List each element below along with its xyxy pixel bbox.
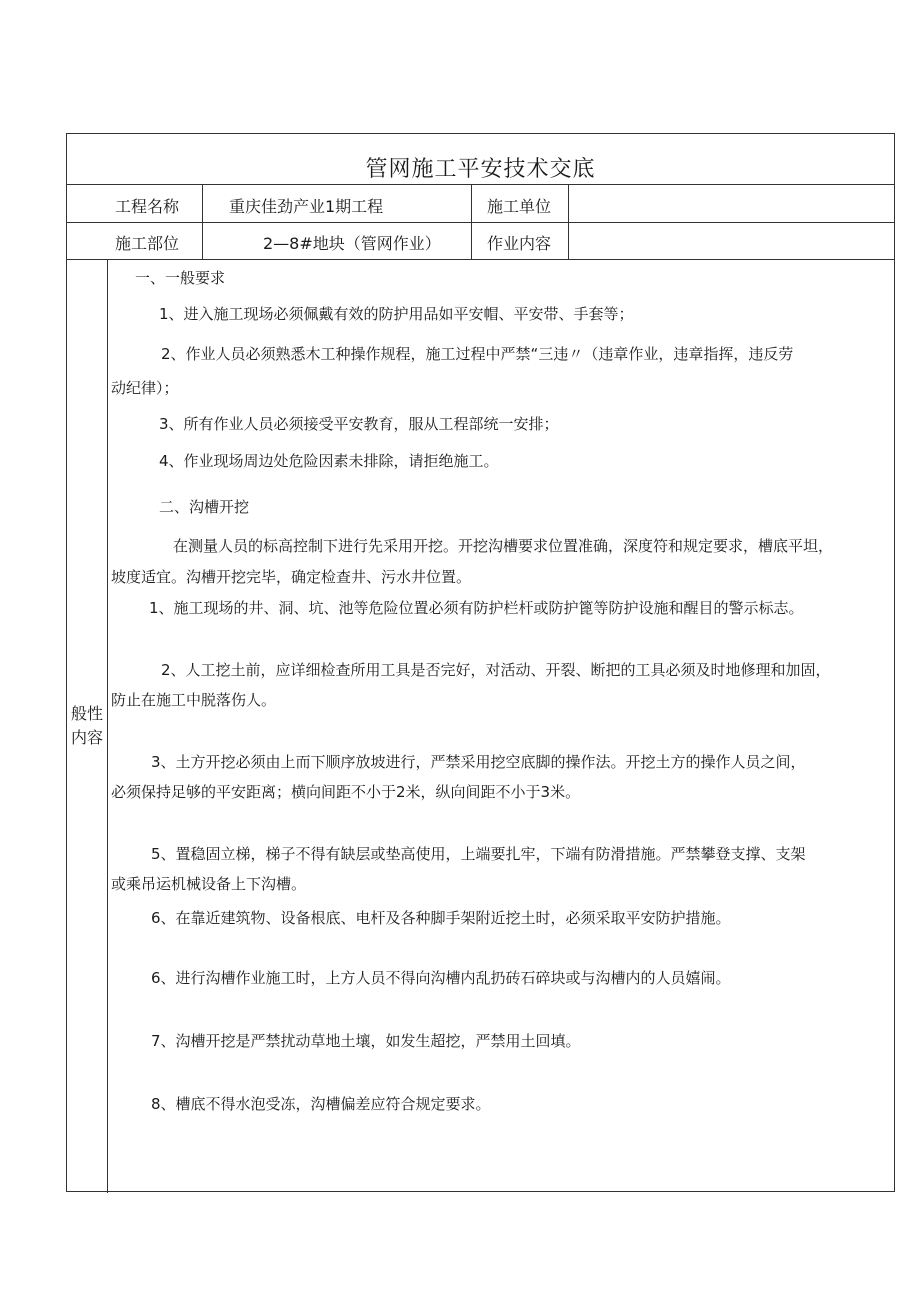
list-item-continued: 或乘吊运机械设备上下沟槽。 (111, 875, 307, 893)
list-item-continued: 动纪律）； (111, 379, 179, 397)
list-item: 3、所有作业人员必须接受平安教育，服从工程部统一安排； (159, 415, 559, 433)
work-content-label: 作业内容 (487, 234, 552, 253)
list-item: 1、施工现场的井、洞、坑、池等危险位置必须有防护栏杆或防护篦等防护设施和醒目的警示标志。 (149, 599, 804, 617)
content-body (111, 259, 895, 1193)
disclosure-form (66, 133, 895, 1192)
side-label-line1: 般性 (70, 704, 103, 723)
side-label-line2: 内容 (70, 728, 103, 747)
list-item: 6、进行沟槽作业施工时，上方人员不得向沟槽内乱扔砖石碎块或与沟槽内的人员嬉闹。 (151, 969, 731, 987)
list-item: 2、人工挖土前，应详细检查所用工具是否完好，对活动、开裂、断把的工具必须及时地修理和加固， (161, 661, 831, 679)
paragraph-continued: 坡度适宜。沟槽开挖完毕，确定检查井、污水井位置。 (111, 568, 472, 586)
list-item: 1、进入施工现场必须佩戴有效的防护用品如平安帽、平安带、手套等； (159, 305, 634, 323)
list-item: 3、土方开挖必须由上而下顺序放坡进行，严禁采用挖空底脚的操作法。开挖土方的操作人员之间， (151, 753, 806, 771)
list-item: 6、在靠近建筑物、设备根底、电杆及各种脚手架附近挖土时，必须采取平安防护措施。 (151, 909, 731, 927)
construction-part-label: 施工部位 (115, 234, 180, 253)
list-item: 4、作业现场周边处危险因素未排除，请拒绝施工。 (159, 452, 499, 470)
project-name-value: 重庆佳劲产业1期工程 (229, 197, 384, 216)
list-item: 8、槽底不得水泡受冻，沟槽偏差应符合规定要求。 (151, 1095, 491, 1113)
column-divider (568, 184, 569, 259)
row-divider (67, 222, 894, 223)
side-label (67, 702, 107, 750)
construction-part-value: 2—8#地块（管网作业） (263, 234, 441, 253)
list-item-continued: 必须保持足够的平安距离；横向间距不小于2米，纵向间距不小于3米。 (111, 783, 581, 801)
project-name-label: 工程名称 (115, 197, 180, 216)
column-divider (471, 184, 472, 259)
list-item: 2、作业人员必须熟悉木工种操作规程，施工过程中严禁“三违〃（违章作业，违章指挥，违反劳 (161, 345, 794, 363)
form-title: 管网施工平安技术交底 (365, 157, 596, 182)
section-heading: 二、沟槽开挖 (159, 498, 250, 516)
column-divider (202, 184, 203, 259)
paragraph: 在测量人员的标高控制下进行先采用开挖。开挖沟槽要求位置准确，深度符和规定要求，槽底平坦， (173, 537, 834, 555)
list-item: 7、沟槽开挖是严禁扰动草地土壤，如发生超挖，严禁用土回填。 (151, 1032, 581, 1050)
section-heading: 一、一般要求 (135, 269, 226, 287)
list-item: 5、置稳固立梯，梯子不得有缺层或垫高使用，上端要扎牢，下端有防滑措施。严禁攀登支撑、支架 (151, 845, 806, 863)
list-item-continued: 防止在施工中脱落伤人。 (111, 691, 277, 709)
column-divider (107, 259, 108, 1193)
row-divider (67, 184, 894, 185)
construction-unit-label: 施工单位 (487, 197, 552, 216)
